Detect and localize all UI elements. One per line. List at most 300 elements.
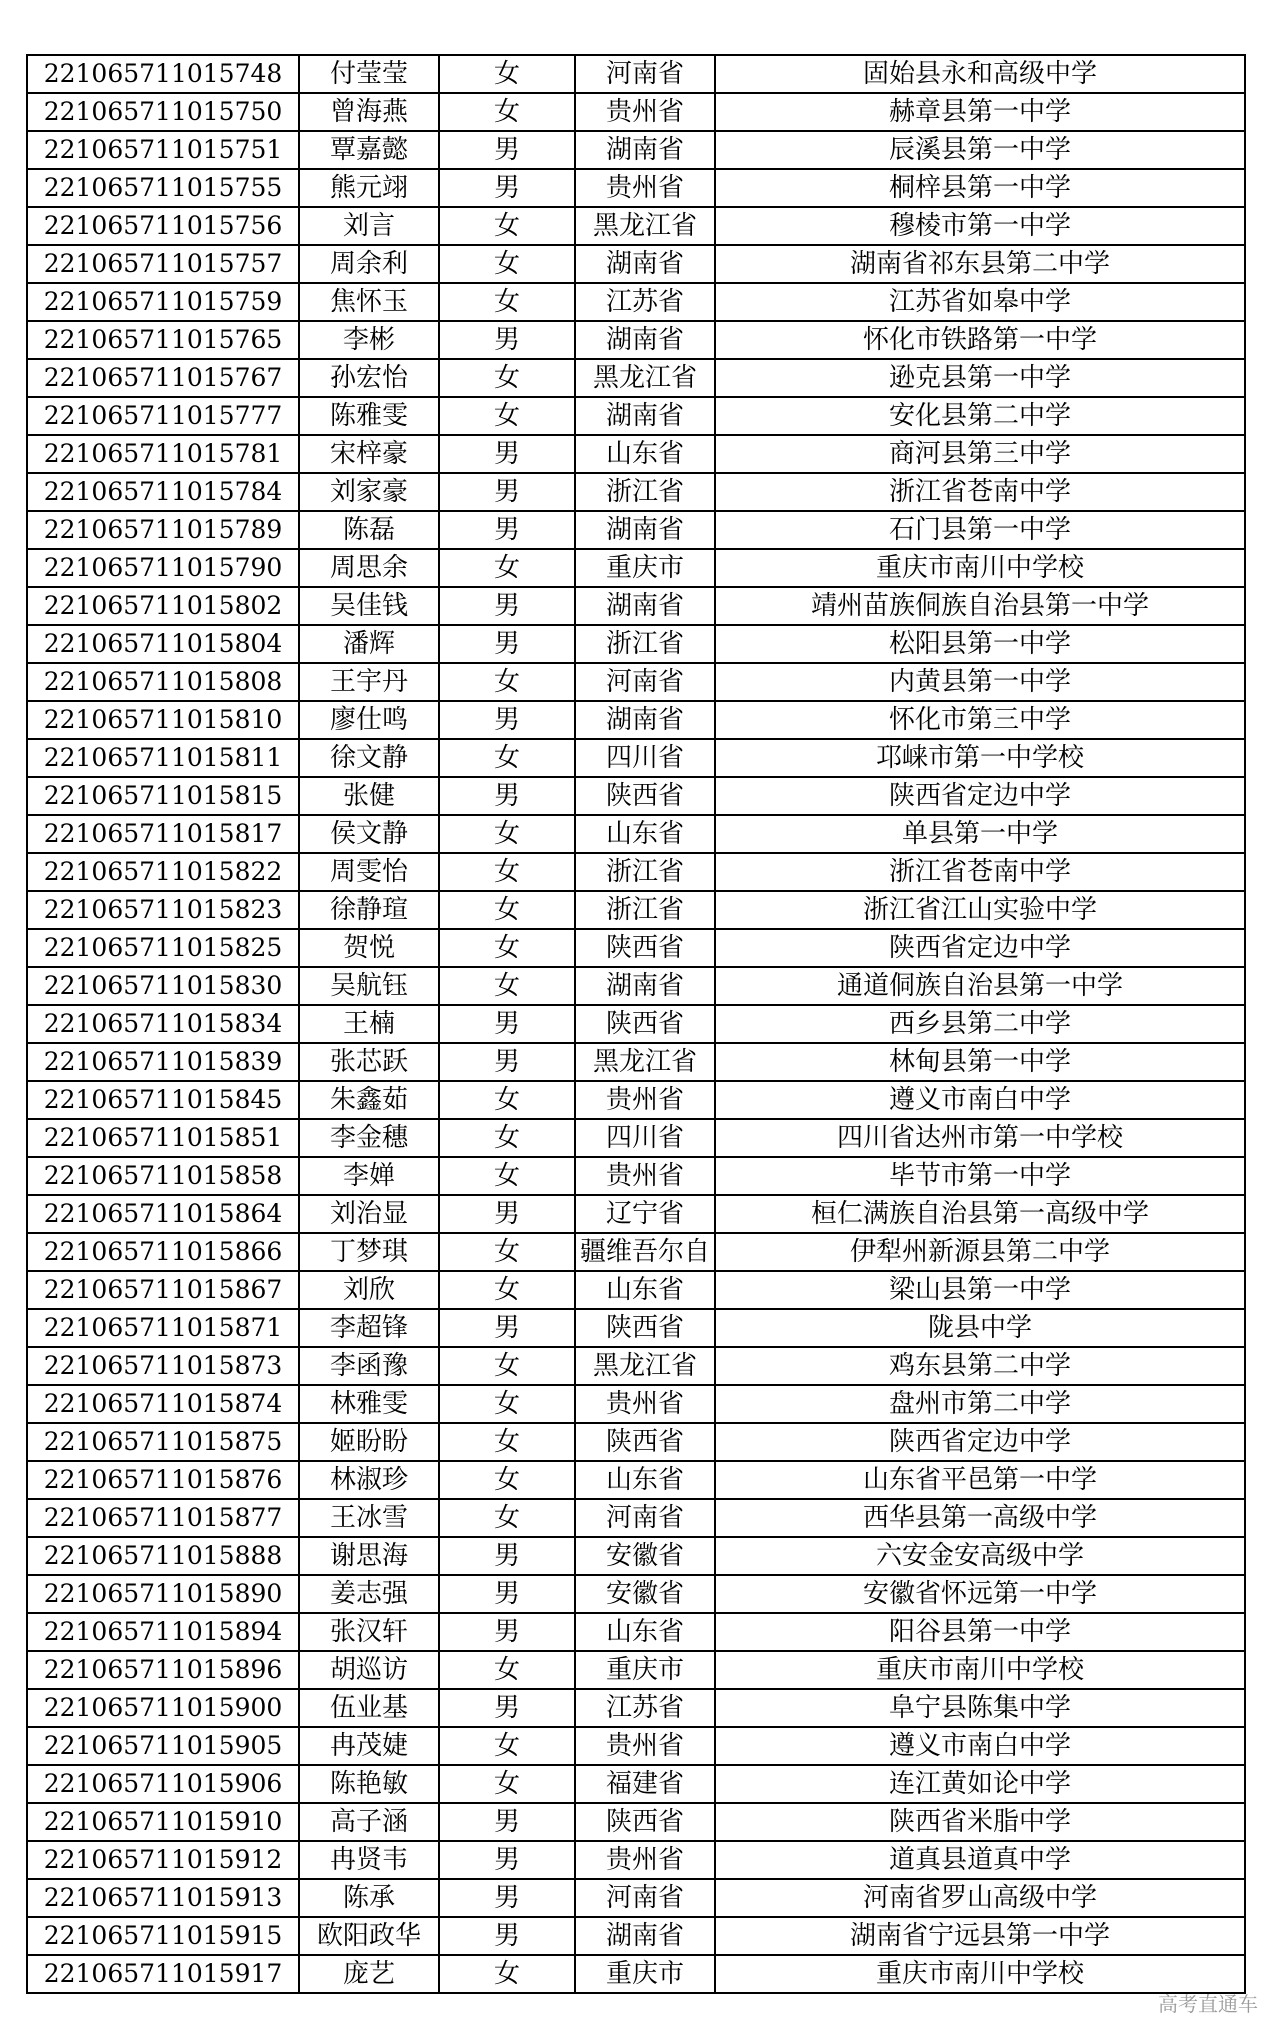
exam-id-cell: 221065711015810: [27, 701, 299, 739]
school-cell: 陕西省定边中学: [715, 1423, 1245, 1461]
name-cell: 宋梓豪: [299, 435, 439, 473]
province-cell: 陕西省: [575, 1005, 715, 1043]
table-row: [27, 435, 1245, 473]
gender-cell: 女: [439, 397, 575, 435]
table-row: [27, 169, 1245, 207]
gender-cell: 女: [439, 1119, 575, 1157]
province-cell: 河南省: [575, 55, 715, 93]
school-cell: 伊犁州新源县第二中学: [715, 1233, 1245, 1271]
table-row: [27, 663, 1245, 701]
table-row: [27, 1841, 1245, 1879]
table-row: [27, 131, 1245, 169]
table-row: [27, 1917, 1245, 1955]
name-cell: 王冰雪: [299, 1499, 439, 1537]
province-cell: 贵州省: [575, 1841, 715, 1879]
gender-cell: 女: [439, 1955, 575, 1993]
exam-id-cell: 221065711015913: [27, 1879, 299, 1917]
table-row: [27, 1879, 1245, 1917]
table-row: [27, 1727, 1245, 1765]
name-cell: 王宇丹: [299, 663, 439, 701]
exam-id-cell: 221065711015767: [27, 359, 299, 397]
province-cell: 疆维吾尔自: [575, 1233, 715, 1271]
table-row: [27, 1157, 1245, 1195]
gender-cell: 女: [439, 1385, 575, 1423]
school-cell: 陕西省米脂中学: [715, 1803, 1245, 1841]
gender-cell: 女: [439, 1271, 575, 1309]
gender-cell: 女: [439, 739, 575, 777]
table-row: [27, 1119, 1245, 1157]
province-cell: 贵州省: [575, 1157, 715, 1195]
gender-cell: 男: [439, 701, 575, 739]
table-row: [27, 891, 1245, 929]
province-cell: 贵州省: [575, 1081, 715, 1119]
gender-cell: 女: [439, 359, 575, 397]
table-row: [27, 1803, 1245, 1841]
gender-cell: 男: [439, 1917, 575, 1955]
gender-cell: 女: [439, 1157, 575, 1195]
name-cell: 孙宏怡: [299, 359, 439, 397]
province-cell: 福建省: [575, 1765, 715, 1803]
gender-cell: 男: [439, 473, 575, 511]
name-cell: 张汉轩: [299, 1613, 439, 1651]
province-cell: 贵州省: [575, 169, 715, 207]
province-cell: 陕西省: [575, 777, 715, 815]
table-row: [27, 1955, 1245, 1993]
province-cell: 重庆市: [575, 549, 715, 587]
exam-id-cell: 221065711015858: [27, 1157, 299, 1195]
exam-id-cell: 221065711015888: [27, 1537, 299, 1575]
table-row: [27, 397, 1245, 435]
exam-id-cell: 221065711015789: [27, 511, 299, 549]
gender-cell: 男: [439, 587, 575, 625]
school-cell: 单县第一中学: [715, 815, 1245, 853]
exam-id-cell: 221065711015875: [27, 1423, 299, 1461]
table-row: [27, 1461, 1245, 1499]
school-cell: 浙江省苍南中学: [715, 853, 1245, 891]
gender-cell: 女: [439, 1423, 575, 1461]
name-cell: 侯文静: [299, 815, 439, 853]
gender-cell: 女: [439, 549, 575, 587]
exam-id-cell: 221065711015750: [27, 93, 299, 131]
school-cell: 河南省罗山高级中学: [715, 1879, 1245, 1917]
province-cell: 安徽省: [575, 1575, 715, 1613]
school-cell: 林甸县第一中学: [715, 1043, 1245, 1081]
exam-id-cell: 221065711015759: [27, 283, 299, 321]
name-cell: 庞艺: [299, 1955, 439, 1993]
exam-id-cell: 221065711015815: [27, 777, 299, 815]
school-cell: 江苏省如皋中学: [715, 283, 1245, 321]
school-cell: 怀化市铁路第一中学: [715, 321, 1245, 359]
province-cell: 江苏省: [575, 283, 715, 321]
exam-id-cell: 221065711015817: [27, 815, 299, 853]
name-cell: 覃嘉懿: [299, 131, 439, 169]
name-cell: 冉贤韦: [299, 1841, 439, 1879]
gender-cell: 男: [439, 1043, 575, 1081]
exam-id-cell: 221065711015866: [27, 1233, 299, 1271]
province-cell: 陕西省: [575, 929, 715, 967]
province-cell: 浙江省: [575, 853, 715, 891]
table-row: [27, 929, 1245, 967]
name-cell: 吴佳钱: [299, 587, 439, 625]
gender-cell: 男: [439, 1879, 575, 1917]
exam-id-cell: 221065711015755: [27, 169, 299, 207]
table-row: [27, 1537, 1245, 1575]
school-cell: 西华县第一高级中学: [715, 1499, 1245, 1537]
exam-id-cell: 221065711015834: [27, 1005, 299, 1043]
table-row: [27, 1689, 1245, 1727]
exam-id-cell: 221065711015905: [27, 1727, 299, 1765]
table-row: [27, 473, 1245, 511]
school-cell: 遵义市南白中学: [715, 1727, 1245, 1765]
exam-id-cell: 221065711015915: [27, 1917, 299, 1955]
school-cell: 陕西省定边中学: [715, 929, 1245, 967]
table-row: [27, 587, 1245, 625]
exam-id-cell: 221065711015912: [27, 1841, 299, 1879]
name-cell: 李彬: [299, 321, 439, 359]
school-cell: 湖南省祁东县第二中学: [715, 245, 1245, 283]
province-cell: 辽宁省: [575, 1195, 715, 1233]
gender-cell: 男: [439, 1689, 575, 1727]
name-cell: 陈磊: [299, 511, 439, 549]
name-cell: 曾海燕: [299, 93, 439, 131]
province-cell: 浙江省: [575, 891, 715, 929]
exam-id-cell: 221065711015877: [27, 1499, 299, 1537]
exam-id-cell: 221065711015900: [27, 1689, 299, 1727]
province-cell: 贵州省: [575, 93, 715, 131]
name-cell: 伍业基: [299, 1689, 439, 1727]
exam-id-cell: 221065711015802: [27, 587, 299, 625]
province-cell: 贵州省: [575, 1727, 715, 1765]
name-cell: 冉茂婕: [299, 1727, 439, 1765]
school-cell: 商河县第三中学: [715, 435, 1245, 473]
gender-cell: 男: [439, 1195, 575, 1233]
school-cell: 怀化市第三中学: [715, 701, 1245, 739]
school-cell: 毕节市第一中学: [715, 1157, 1245, 1195]
table-row: [27, 625, 1245, 663]
name-cell: 李超锋: [299, 1309, 439, 1347]
province-cell: 陕西省: [575, 1309, 715, 1347]
table-row: [27, 815, 1245, 853]
exam-id-cell: 221065711015906: [27, 1765, 299, 1803]
school-cell: 靖州苗族侗族自治县第一中学: [715, 587, 1245, 625]
gender-cell: 男: [439, 1575, 575, 1613]
gender-cell: 女: [439, 929, 575, 967]
name-cell: 刘家豪: [299, 473, 439, 511]
table-row: [27, 1233, 1245, 1271]
name-cell: 李婵: [299, 1157, 439, 1195]
school-cell: 湖南省宁远县第一中学: [715, 1917, 1245, 1955]
table-row: [27, 967, 1245, 1005]
school-cell: 盘州市第二中学: [715, 1385, 1245, 1423]
school-cell: 鸡东县第二中学: [715, 1347, 1245, 1385]
exam-id-cell: 221065711015811: [27, 739, 299, 777]
name-cell: 谢思海: [299, 1537, 439, 1575]
school-cell: 内黄县第一中学: [715, 663, 1245, 701]
province-cell: 黑龙江省: [575, 1043, 715, 1081]
gender-cell: 男: [439, 1803, 575, 1841]
table-row: [27, 1765, 1245, 1803]
gender-cell: 女: [439, 1233, 575, 1271]
exam-id-cell: 221065711015757: [27, 245, 299, 283]
name-cell: 付莹莹: [299, 55, 439, 93]
province-cell: 四川省: [575, 1119, 715, 1157]
exam-id-cell: 221065711015867: [27, 1271, 299, 1309]
name-cell: 吴航钰: [299, 967, 439, 1005]
exam-id-cell: 221065711015851: [27, 1119, 299, 1157]
name-cell: 廖仕鸣: [299, 701, 439, 739]
school-cell: 逊克县第一中学: [715, 359, 1245, 397]
gender-cell: 女: [439, 1765, 575, 1803]
province-cell: 黑龙江省: [575, 1347, 715, 1385]
school-cell: 桓仁满族自治县第一高级中学: [715, 1195, 1245, 1233]
exam-id-cell: 221065711015917: [27, 1955, 299, 1993]
exam-id-cell: 221065711015823: [27, 891, 299, 929]
gender-cell: 男: [439, 777, 575, 815]
province-cell: 河南省: [575, 1879, 715, 1917]
name-cell: 李函豫: [299, 1347, 439, 1385]
school-cell: 阜宁县陈集中学: [715, 1689, 1245, 1727]
school-cell: 穆棱市第一中学: [715, 207, 1245, 245]
school-cell: 陇县中学: [715, 1309, 1245, 1347]
name-cell: 欧阳政华: [299, 1917, 439, 1955]
province-cell: 重庆市: [575, 1651, 715, 1689]
gender-cell: 男: [439, 321, 575, 359]
table-row: [27, 1195, 1245, 1233]
table-row: [27, 1043, 1245, 1081]
name-cell: 周雯怡: [299, 853, 439, 891]
gender-cell: 女: [439, 207, 575, 245]
name-cell: 丁梦琪: [299, 1233, 439, 1271]
gender-cell: 女: [439, 245, 575, 283]
table-row: [27, 1613, 1245, 1651]
exam-id-cell: 221065711015873: [27, 1347, 299, 1385]
name-cell: 贺悦: [299, 929, 439, 967]
name-cell: 刘欣: [299, 1271, 439, 1309]
table-row: [27, 1005, 1245, 1043]
name-cell: 陈艳敏: [299, 1765, 439, 1803]
school-cell: 连江黄如论中学: [715, 1765, 1245, 1803]
gender-cell: 女: [439, 1499, 575, 1537]
table-row: [27, 549, 1245, 587]
table-row: [27, 245, 1245, 283]
province-cell: 湖南省: [575, 245, 715, 283]
province-cell: 黑龙江省: [575, 207, 715, 245]
province-cell: 山东省: [575, 1613, 715, 1651]
name-cell: 焦怀玉: [299, 283, 439, 321]
exam-id-cell: 221065711015751: [27, 131, 299, 169]
table-row: [27, 359, 1245, 397]
name-cell: 陈承: [299, 1879, 439, 1917]
gender-cell: 女: [439, 1347, 575, 1385]
province-cell: 重庆市: [575, 1955, 715, 1993]
exam-id-cell: 221065711015825: [27, 929, 299, 967]
province-cell: 江苏省: [575, 1689, 715, 1727]
school-cell: 通道侗族自治县第一中学: [715, 967, 1245, 1005]
province-cell: 陕西省: [575, 1803, 715, 1841]
table-row: [27, 1347, 1245, 1385]
name-cell: 陈雅雯: [299, 397, 439, 435]
gender-cell: 女: [439, 967, 575, 1005]
gender-cell: 男: [439, 435, 575, 473]
school-cell: 道真县道真中学: [715, 1841, 1245, 1879]
school-cell: 四川省达州市第一中学校: [715, 1119, 1245, 1157]
school-cell: 六安金安高级中学: [715, 1537, 1245, 1575]
name-cell: 姜志强: [299, 1575, 439, 1613]
table-row: [27, 1651, 1245, 1689]
school-cell: 安化县第二中学: [715, 397, 1245, 435]
gender-cell: 女: [439, 283, 575, 321]
table-row: [27, 1385, 1245, 1423]
province-cell: 河南省: [575, 663, 715, 701]
exam-id-cell: 221065711015777: [27, 397, 299, 435]
exam-id-cell: 221065711015781: [27, 435, 299, 473]
admission-list-table: [26, 54, 1246, 1994]
province-cell: 山东省: [575, 815, 715, 853]
table-row: [27, 1081, 1245, 1119]
gender-cell: 男: [439, 625, 575, 663]
table-row: [27, 207, 1245, 245]
province-cell: 贵州省: [575, 1385, 715, 1423]
exam-id-cell: 221065711015874: [27, 1385, 299, 1423]
exam-id-cell: 221065711015890: [27, 1575, 299, 1613]
name-cell: 林淑珍: [299, 1461, 439, 1499]
table-row: [27, 739, 1245, 777]
province-cell: 湖南省: [575, 1917, 715, 1955]
gender-cell: 女: [439, 853, 575, 891]
name-cell: 姬盼盼: [299, 1423, 439, 1461]
school-cell: 固始县永和高级中学: [715, 55, 1245, 93]
table-row: [27, 321, 1245, 359]
name-cell: 熊元翊: [299, 169, 439, 207]
province-cell: 四川省: [575, 739, 715, 777]
gender-cell: 女: [439, 1461, 575, 1499]
province-cell: 湖南省: [575, 511, 715, 549]
gender-cell: 男: [439, 169, 575, 207]
table-row: [27, 777, 1245, 815]
province-cell: 湖南省: [575, 967, 715, 1005]
gender-cell: 女: [439, 1081, 575, 1119]
table-row: [27, 93, 1245, 131]
exam-id-cell: 221065711015894: [27, 1613, 299, 1651]
name-cell: 刘言: [299, 207, 439, 245]
province-cell: 陕西省: [575, 1423, 715, 1461]
gender-cell: 女: [439, 891, 575, 929]
name-cell: 周思余: [299, 549, 439, 587]
table-row: [27, 283, 1245, 321]
province-cell: 湖南省: [575, 131, 715, 169]
gender-cell: 男: [439, 511, 575, 549]
exam-id-cell: 221065711015784: [27, 473, 299, 511]
school-cell: 西乡县第二中学: [715, 1005, 1245, 1043]
name-cell: 张芯跃: [299, 1043, 439, 1081]
exam-id-cell: 221065711015822: [27, 853, 299, 891]
exam-id-cell: 221065711015808: [27, 663, 299, 701]
school-cell: 遵义市南白中学: [715, 1081, 1245, 1119]
exam-id-cell: 221065711015839: [27, 1043, 299, 1081]
gender-cell: 男: [439, 1613, 575, 1651]
province-cell: 黑龙江省: [575, 359, 715, 397]
school-cell: 重庆市南川中学校: [715, 1651, 1245, 1689]
exam-id-cell: 221065711015864: [27, 1195, 299, 1233]
school-cell: 安徽省怀远第一中学: [715, 1575, 1245, 1613]
province-cell: 浙江省: [575, 473, 715, 511]
school-cell: 浙江省江山实验中学: [715, 891, 1245, 929]
province-cell: 湖南省: [575, 321, 715, 359]
gender-cell: 女: [439, 93, 575, 131]
province-cell: 山东省: [575, 1271, 715, 1309]
province-cell: 浙江省: [575, 625, 715, 663]
gender-cell: 女: [439, 1651, 575, 1689]
province-cell: 湖南省: [575, 397, 715, 435]
province-cell: 湖南省: [575, 701, 715, 739]
exam-id-cell: 221065711015765: [27, 321, 299, 359]
exam-id-cell: 221065711015790: [27, 549, 299, 587]
exam-id-cell: 221065711015756: [27, 207, 299, 245]
gender-cell: 女: [439, 55, 575, 93]
school-cell: 辰溪县第一中学: [715, 131, 1245, 169]
gender-cell: 男: [439, 1537, 575, 1575]
table-row: [27, 1575, 1245, 1613]
school-cell: 松阳县第一中学: [715, 625, 1245, 663]
school-cell: 梁山县第一中学: [715, 1271, 1245, 1309]
province-cell: 山东省: [575, 435, 715, 473]
exam-id-cell: 221065711015804: [27, 625, 299, 663]
province-cell: 安徽省: [575, 1537, 715, 1575]
watermark: 高考直通车: [1158, 1992, 1258, 2016]
name-cell: 林雅雯: [299, 1385, 439, 1423]
province-cell: 河南省: [575, 1499, 715, 1537]
school-cell: 重庆市南川中学校: [715, 549, 1245, 587]
gender-cell: 男: [439, 1841, 575, 1879]
school-cell: 陕西省定边中学: [715, 777, 1245, 815]
name-cell: 徐静瑄: [299, 891, 439, 929]
table-row: [27, 1309, 1245, 1347]
exam-id-cell: 221065711015910: [27, 1803, 299, 1841]
name-cell: 周余利: [299, 245, 439, 283]
table-row: [27, 511, 1245, 549]
school-cell: 阳谷县第一中学: [715, 1613, 1245, 1651]
table-body: [27, 55, 1245, 1993]
name-cell: 李金穗: [299, 1119, 439, 1157]
name-cell: 朱鑫茹: [299, 1081, 439, 1119]
name-cell: 高子涵: [299, 1803, 439, 1841]
table-row: [27, 55, 1245, 93]
table-row: [27, 1423, 1245, 1461]
school-cell: 山东省平邑第一中学: [715, 1461, 1245, 1499]
school-cell: 浙江省苍南中学: [715, 473, 1245, 511]
gender-cell: 男: [439, 131, 575, 169]
school-cell: 重庆市南川中学校: [715, 1955, 1245, 1993]
table-row: [27, 701, 1245, 739]
name-cell: 胡巡访: [299, 1651, 439, 1689]
exam-id-cell: 221065711015748: [27, 55, 299, 93]
name-cell: 王楠: [299, 1005, 439, 1043]
table-row: [27, 853, 1245, 891]
school-cell: 桐梓县第一中学: [715, 169, 1245, 207]
exam-id-cell: 221065711015830: [27, 967, 299, 1005]
province-cell: 山东省: [575, 1461, 715, 1499]
table-row: [27, 1499, 1245, 1537]
name-cell: 张健: [299, 777, 439, 815]
school-cell: 石门县第一中学: [715, 511, 1245, 549]
exam-id-cell: 221065711015871: [27, 1309, 299, 1347]
school-cell: 邛崃市第一中学校: [715, 739, 1245, 777]
school-cell: 赫章县第一中学: [715, 93, 1245, 131]
exam-id-cell: 221065711015845: [27, 1081, 299, 1119]
name-cell: 刘治显: [299, 1195, 439, 1233]
gender-cell: 女: [439, 815, 575, 853]
gender-cell: 女: [439, 1727, 575, 1765]
